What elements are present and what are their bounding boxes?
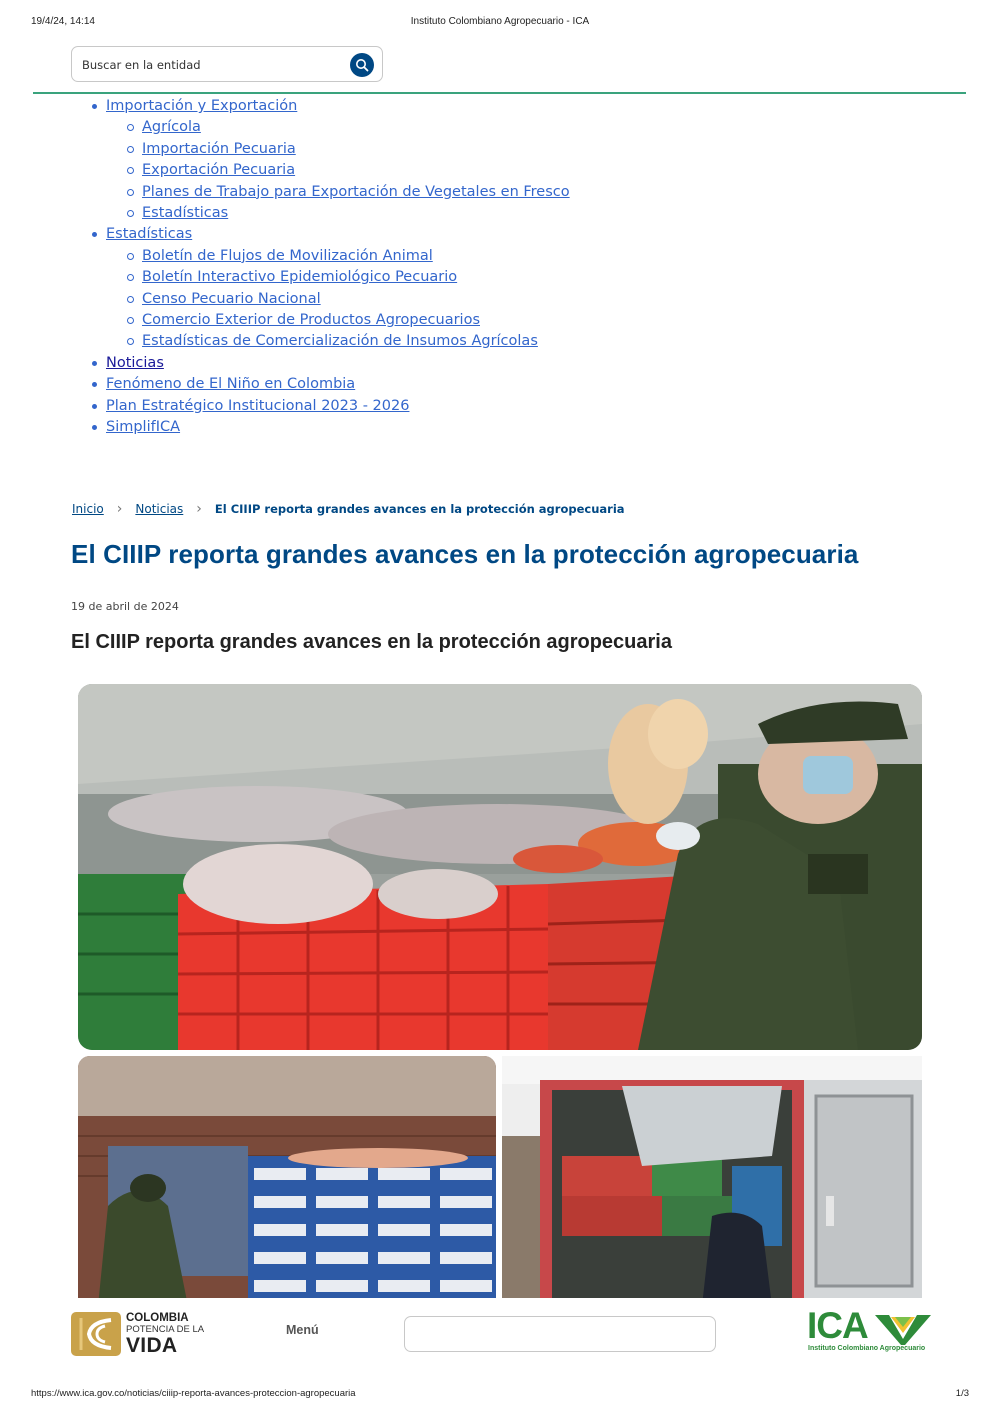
- site-navigation: [76, 96, 570, 439]
- nav-link-estadisticas-ie[interactable]: Estadísticas: [142, 205, 229, 222]
- nav-item-statistics: [76, 224, 570, 352]
- nav-link-importacion-pecuaria[interactable]: Importación Pecuaria: [142, 140, 296, 157]
- nav-item-el-nino: [76, 374, 570, 395]
- brand-line-vida: VIDA: [126, 1334, 178, 1357]
- publication-date: 19 de abril de 2024: [71, 600, 179, 613]
- nav-link-boletin-epidemiologico[interactable]: Boletín Interactivo Epidemiológico Pecuario: [142, 269, 458, 286]
- breadcrumb-section[interactable]: Noticias: [135, 502, 184, 516]
- breadcrumb-current: El CIIIP reporta grandes avances en la protección agropecuaria: [214, 502, 625, 516]
- colombia-potencia-logo[interactable]: [71, 1312, 205, 1357]
- nav-subitem: [111, 117, 570, 138]
- brand-line-potencia: POTENCIA DE LA: [126, 1324, 205, 1335]
- photo-officer-inspecting-meat: [78, 684, 922, 1050]
- print-page-title: Instituto Colombiano Agropecuario - ICA: [410, 16, 590, 27]
- nav-item-news: [76, 353, 570, 374]
- nav-link-simplifica[interactable]: SimplifICA: [106, 419, 181, 436]
- chevron-right-icon: ›: [196, 501, 202, 517]
- print-datetime: 19/4/24, 14:14: [31, 16, 95, 27]
- search-icon: [355, 58, 369, 72]
- nav-subitem: [111, 331, 570, 352]
- chevron-right-icon: ›: [116, 501, 123, 517]
- nav-link-el-nino[interactable]: Fenómeno de El Niño en Colombia: [106, 376, 356, 393]
- page-title: El CIIIP reporta grandes avances en la protección agropecuaria: [71, 539, 859, 569]
- nav-item-simplifica: [76, 417, 570, 438]
- print-url: https://www.ica.gov.co/noticias/ciiip-reporta-avances-proteccion-agropecuaria: [31, 1388, 356, 1399]
- nav-link-censo-pecuario[interactable]: Censo Pecuario Nacional: [142, 290, 321, 307]
- print-page-number: 1/3: [955, 1388, 969, 1399]
- photo-officer-boxes: [78, 1056, 496, 1298]
- nav-link-news[interactable]: Noticias: [106, 354, 164, 371]
- menu-button[interactable]: Menú: [286, 1323, 319, 1337]
- footer-search-field[interactable]: [404, 1316, 716, 1352]
- ica-logo-letters: ICA: [807, 1305, 868, 1346]
- nav-link-agricola[interactable]: Agrícola: [142, 119, 201, 136]
- nav-link-comercio-exterior[interactable]: Comercio Exterior de Productos Agropecuarios: [142, 312, 480, 329]
- nav-link-plan-estrategico[interactable]: Plan Estratégico Institucional 2023 - 2026: [106, 397, 410, 414]
- nav-link-planes-trabajo[interactable]: Planes de Trabajo para Exportación de Vegetales en Fresco: [142, 183, 570, 200]
- brand-line-colombia: COLOMBIA: [126, 1312, 189, 1324]
- nav-subitem: [111, 289, 570, 310]
- nav-subitem: [111, 267, 570, 288]
- ica-logo-subtitle: Instituto Colombiano Agropecuario: [808, 1345, 926, 1352]
- nav-link-exportacion-pecuaria[interactable]: Exportación Pecuaria: [142, 162, 296, 179]
- nav-item-import-export: [76, 96, 570, 224]
- search-button[interactable]: [350, 53, 374, 77]
- nav-subitem: [111, 310, 570, 331]
- ica-leaf-icon: [875, 1311, 931, 1345]
- search-box: [71, 46, 383, 82]
- nav-link-boletin-flujos[interactable]: Boletín de Flujos de Movilización Animal: [142, 247, 433, 264]
- article-photo-collage: [78, 684, 922, 1298]
- breadcrumb-home[interactable]: Inicio: [72, 502, 104, 516]
- colombia-brand-icon: [71, 1312, 121, 1356]
- breadcrumb: [72, 502, 625, 516]
- nav-subitem: [111, 203, 570, 224]
- nav-link-statistics[interactable]: Estadísticas: [106, 226, 193, 243]
- search-input[interactable]: [82, 55, 342, 75]
- nav-link-import-export[interactable]: Importación y Exportación: [106, 98, 298, 114]
- print-header: [31, 16, 969, 30]
- nav-subitem: [111, 182, 570, 203]
- print-footer: [31, 1388, 969, 1402]
- nav-subitem: [111, 139, 570, 160]
- nav-subitem: [111, 246, 570, 267]
- article-heading: El CIIIP reporta grandes avances en la protección agropecuaria: [71, 631, 672, 653]
- brand-text: [126, 1312, 206, 1357]
- header-divider: [33, 92, 966, 94]
- nav-link-comercializacion-insumos[interactable]: Estadísticas de Comercialización de Insumos Agrícolas: [142, 333, 538, 350]
- nav-subitem: [111, 160, 570, 181]
- ica-logo[interactable]: [805, 1305, 930, 1357]
- nav-item-plan: [76, 396, 570, 417]
- photo-truck-inspection: [502, 1056, 922, 1298]
